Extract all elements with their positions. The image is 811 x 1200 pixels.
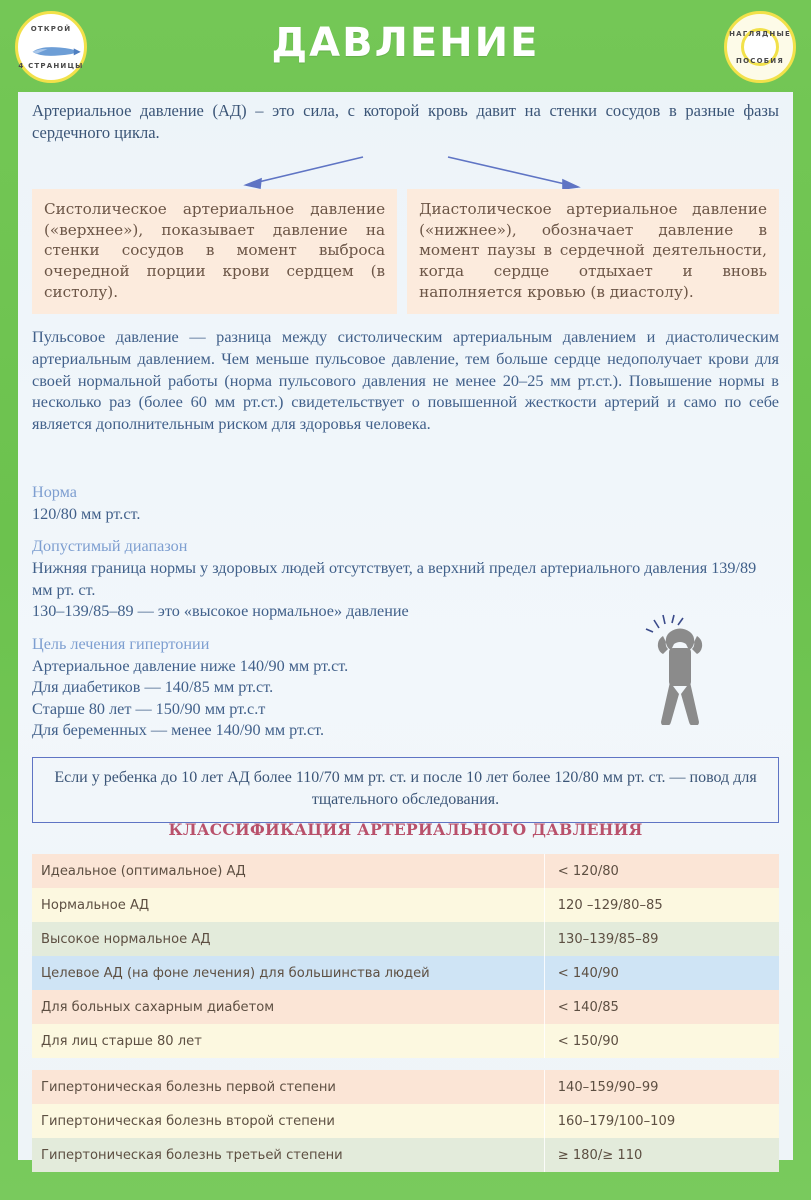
table-row-label: Для лиц старше 80 лет bbox=[41, 1033, 202, 1049]
table-row-label: Высокое нормальное АД bbox=[41, 931, 211, 947]
table-row-label: Гипертоническая болезнь первой степени bbox=[41, 1079, 336, 1095]
table-row-label: Гипертоническая болезнь второй степени bbox=[41, 1113, 335, 1129]
table-row bbox=[32, 922, 779, 956]
intro-paragraph: Артериальное давление (АД) – это сила, с которой кровь давит на стенки сосудов в разные фазы сердечного цикла. bbox=[32, 101, 779, 142]
visual-aids-badge bbox=[724, 11, 796, 83]
section-treatment-goal-line-3: Для беременных — менее 140/90 мм рт.ст. bbox=[32, 721, 325, 740]
children-note-box bbox=[32, 757, 779, 823]
person-headache-icon bbox=[645, 610, 715, 725]
table-row bbox=[32, 990, 779, 1024]
section-norm bbox=[32, 482, 779, 525]
table-row-label: Идеальное (оптимальное) АД bbox=[41, 863, 246, 879]
definition-boxes bbox=[32, 189, 779, 314]
table-row-value: 160–179/100–109 bbox=[544, 1104, 779, 1138]
poster-header bbox=[0, 0, 811, 92]
section-treatment-goal-line-2: Старше 80 лет — 150/90 мм рт.с.т bbox=[32, 699, 266, 718]
arrow-down-left-icon bbox=[246, 157, 363, 185]
section-treatment-goal-heading: Цель лечения гипертонии bbox=[32, 634, 210, 653]
table-row-value: 130–139/85–89 bbox=[544, 922, 779, 956]
arrow-down-right-icon bbox=[448, 157, 578, 187]
section-treatment-goal-line-0: Артериальное давление ниже 140/90 мм рт.ст. bbox=[32, 656, 349, 675]
systolic-definition-text: Систолическое артериальное давление («верхнее»), показывает давление на стенки сосудов в момент выброса очередной порции крови сердцем (в систолу). bbox=[44, 200, 386, 301]
section-acceptable-range-line-1: 130–139/85–89 — это «высокое нормальное» давление bbox=[32, 602, 409, 621]
table-row-value: 140–159/90–99 bbox=[544, 1070, 779, 1104]
table-row-value: < 150/90 bbox=[544, 1024, 779, 1058]
page-title: ДАВЛЕНИЕ bbox=[271, 20, 540, 66]
badge-left-bottom-text: 4 СТРАНИЦЫ bbox=[18, 62, 84, 70]
table-row bbox=[32, 1104, 779, 1138]
badge-right-bottom-text: ПОСОБИЯ bbox=[736, 57, 784, 65]
table-row-label: Для больных сахарным диабетом bbox=[41, 999, 275, 1015]
section-acceptable-range-heading: Допустимый диапазон bbox=[32, 537, 188, 556]
table-row-label: Нормальное АД bbox=[41, 897, 150, 913]
table-row-value: ≥ 180/≥ 110 bbox=[544, 1138, 779, 1172]
table-row bbox=[32, 1024, 779, 1058]
table-row-label: Гипертоническая болезнь третьей степени bbox=[41, 1147, 343, 1163]
children-note-text: Если у ребенка до 10 лет АД более 110/70 мм рт. ст. и после 10 лет более 120/80 мм рт. ст. — повод для тщательного обследования. bbox=[54, 769, 757, 808]
table-row bbox=[32, 1070, 779, 1104]
pulse-pressure-paragraph: Пульсовое давление — разница между систолическим артериальным давлением и диастолическим артериальным давлением. Чем меньше пульсовое давление, тем больше сердце недополучает крови для своей нормальной работы (норма пульсового давления не менее 20–25 мм рт.ст.). Повышение нормы в несколько раз (более 60 мм рт.ст.) свидетельствует о повышенной жесткости артерий и само по себе является дополнительным риском для здоровья человека. bbox=[32, 327, 779, 434]
section-acceptable-range-line-0: Нижняя граница нормы у здоровых людей отсутствует, а верхний предел артериального давления 139/89 мм рт. ст. bbox=[32, 559, 757, 599]
section-treatment-goal-line-1: Для диабетиков — 140/85 мм рт.ст. bbox=[32, 678, 274, 697]
classification-group-normal bbox=[32, 854, 779, 1058]
section-norm-line-0: 120/80 мм рт.ст. bbox=[32, 504, 141, 523]
systolic-definition-box bbox=[32, 189, 397, 314]
table-row bbox=[32, 888, 779, 922]
badge-left-top-text: ОТКРОЙ bbox=[30, 25, 72, 33]
table-row bbox=[32, 956, 779, 990]
section-norm-heading: Норма bbox=[32, 483, 77, 501]
table-row-value: 120 –129/80–85 bbox=[544, 888, 779, 922]
table-row-value: < 140/85 bbox=[544, 990, 779, 1024]
classification-group-hypertension bbox=[32, 1070, 779, 1172]
table-row-label: Целевое АД (на фоне лечения) для большинства людей bbox=[41, 965, 430, 981]
table-row-value: < 140/90 bbox=[544, 956, 779, 990]
diastolic-definition-box bbox=[407, 189, 779, 314]
table-group-gap bbox=[32, 1058, 779, 1070]
badge-right-top-text: НАГЛЯДНЫЕ bbox=[729, 30, 791, 38]
classification-table bbox=[32, 854, 779, 1172]
content-sheet bbox=[18, 92, 793, 1163]
classification-title: КЛАССИФИКАЦИЯ АРТЕРИАЛЬНОГО ДАВЛЕНИЯ bbox=[168, 820, 643, 839]
diastolic-definition-text: Диастолическое артериальное давление («нижнее»), обозначает давление в момент паузы в сердечной деятельности, когда сердце отдыхает и вновь наполняется кровью (в диастолу). bbox=[419, 200, 767, 301]
table-row-value: < 120/80 bbox=[544, 854, 779, 888]
table-row bbox=[32, 1138, 779, 1172]
table-row bbox=[32, 854, 779, 888]
